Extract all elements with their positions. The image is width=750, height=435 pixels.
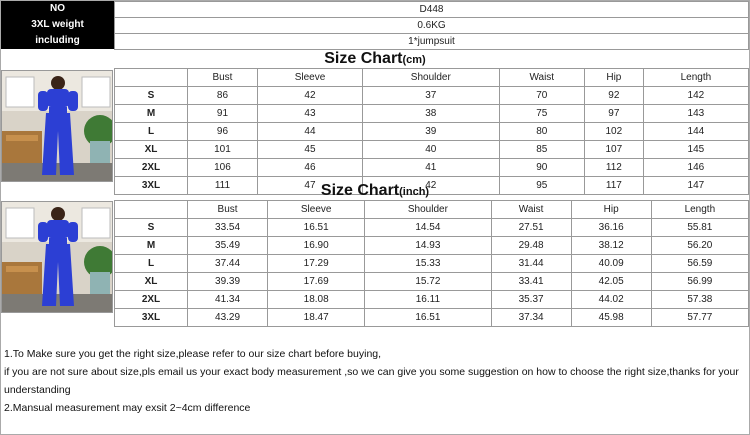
table-cell: 33.54 (188, 219, 268, 237)
header-value: D448 (115, 2, 749, 18)
table-cell: 39 (363, 123, 500, 141)
table-cell: 101 (188, 141, 258, 159)
table-row (115, 123, 749, 141)
table-cell: 16.51 (268, 219, 365, 237)
size-label: M (115, 237, 188, 255)
cm-chart-title (1, 50, 749, 68)
table-cell: 18.47 (268, 309, 365, 327)
table-cell: 16.11 (365, 291, 491, 309)
table-row (115, 87, 749, 105)
note-line: 1.To Make sure you get the right size,please refer to our size chart before buying, (4, 348, 382, 360)
chart-title-text: Size Chart (324, 50, 403, 67)
column-header: Bust (188, 201, 268, 219)
table-cell: 56.59 (651, 255, 748, 273)
column-header: Length (651, 201, 748, 219)
table-header-row (115, 69, 749, 87)
table-cell: 102 (584, 123, 643, 141)
table-row (115, 219, 749, 237)
size-label: L (115, 255, 188, 273)
size-label: 2XL (115, 291, 188, 309)
table-cell: 143 (643, 105, 748, 123)
column-header: Waist (499, 69, 584, 87)
table-cell: 17.69 (268, 273, 365, 291)
table-cell: 14.54 (365, 219, 491, 237)
size-label: 2XL (115, 159, 188, 177)
table-cell: 90 (499, 159, 584, 177)
table-cell: 142 (643, 87, 748, 105)
table-cell: 18.08 (268, 291, 365, 309)
table-row (115, 141, 749, 159)
table-cell: 15.33 (365, 255, 491, 273)
size-label: 3XL (115, 177, 188, 195)
table-cell: 85 (499, 141, 584, 159)
table-cell: 36.16 (571, 219, 651, 237)
table-cell: 15.72 (365, 273, 491, 291)
header-value: 0.6KG (115, 18, 749, 34)
table-cell: 17.29 (268, 255, 365, 273)
table-cell: 40 (363, 141, 500, 159)
table-cell: 55.81 (651, 219, 748, 237)
table-row (115, 273, 749, 291)
table-cell: 111 (188, 177, 258, 195)
table-cell: 37 (363, 87, 500, 105)
table-cell: 75 (499, 105, 584, 123)
table-cell: 41.34 (188, 291, 268, 309)
table-cell: 38.12 (571, 237, 651, 255)
table-cell: 70 (499, 87, 584, 105)
table-cell: 45 (257, 141, 362, 159)
corner-cell (115, 201, 188, 219)
table-cell: 37.34 (491, 309, 571, 327)
table-cell: 47 (257, 177, 362, 195)
table-cell: 44.02 (571, 291, 651, 309)
table-cell: 96 (188, 123, 258, 141)
table-cell: 40.09 (571, 255, 651, 273)
chart-title-text: Size Chart (320, 182, 400, 199)
table-cell: 117 (584, 177, 643, 195)
table-cell: 35.37 (491, 291, 571, 309)
table-cell: 112 (584, 159, 643, 177)
header-label-line: 3XL weight (31, 19, 84, 30)
cm-size-table (114, 68, 749, 195)
table-cell: 44 (257, 123, 362, 141)
note-line: if you are not sure about size,pls email us your exact body measurement ,so we can give you some suggestion on how to choose the right size,thanks for your understanding (4, 366, 739, 396)
table-cell: 39.39 (188, 273, 268, 291)
jumpsuit-photo-illustration (2, 71, 113, 182)
chart-unit: (cm) (402, 54, 426, 66)
table-cell: 86 (188, 87, 258, 105)
table-row (115, 159, 749, 177)
table-cell: 57.77 (651, 309, 748, 327)
table-header-row (115, 201, 749, 219)
chart-unit: (inch) (399, 186, 430, 198)
table-cell: 57.38 (651, 291, 748, 309)
table-cell: 33.41 (491, 273, 571, 291)
header-label-line: including (35, 35, 80, 46)
table-cell: 27.51 (491, 219, 571, 237)
header-values-table (114, 1, 749, 50)
size-label: S (115, 219, 188, 237)
column-header: Shoulder (365, 201, 491, 219)
table-cell: 14.93 (365, 237, 491, 255)
column-header: Sleeve (268, 201, 365, 219)
product-photo (1, 201, 113, 313)
size-label: XL (115, 141, 188, 159)
header-value: 1*jumpsuit (115, 34, 749, 50)
column-header: Hip (584, 69, 643, 87)
table-cell: 106 (188, 159, 258, 177)
table-row (115, 255, 749, 273)
table-cell: 146 (643, 159, 748, 177)
header-label-line: NO (50, 3, 65, 14)
column-header: Bust (188, 69, 258, 87)
table-cell: 97 (584, 105, 643, 123)
column-header: Waist (491, 201, 571, 219)
size-label: S (115, 87, 188, 105)
table-cell: 42 (257, 87, 362, 105)
size-label: L (115, 123, 188, 141)
corner-cell (115, 69, 188, 87)
table-cell: 91 (188, 105, 258, 123)
table-row (115, 291, 749, 309)
inch-size-table (114, 200, 749, 327)
table-cell: 35.49 (188, 237, 268, 255)
table-cell: 56.20 (651, 237, 748, 255)
table-cell: 45.98 (571, 309, 651, 327)
table-row (115, 309, 749, 327)
size-notes (4, 345, 748, 417)
table-cell: 46 (257, 159, 362, 177)
table-cell: 16.51 (365, 309, 491, 327)
table-cell: 56.99 (651, 273, 748, 291)
table-cell: 16.90 (268, 237, 365, 255)
table-cell: 29.48 (491, 237, 571, 255)
size-label: 3XL (115, 309, 188, 327)
table-cell: 37.44 (188, 255, 268, 273)
size-label: M (115, 105, 188, 123)
table-cell: 144 (643, 123, 748, 141)
table-cell: 38 (363, 105, 500, 123)
table-cell: 95 (499, 177, 584, 195)
column-header: Shoulder (363, 69, 500, 87)
column-header: Length (643, 69, 748, 87)
size-label: XL (115, 273, 188, 291)
table-cell: 41 (363, 159, 500, 177)
header-label (1, 1, 114, 49)
table-cell: 92 (584, 87, 643, 105)
table-cell: 107 (584, 141, 643, 159)
table-cell: 43.29 (188, 309, 268, 327)
jumpsuit-photo-illustration (2, 202, 113, 313)
table-cell: 31.44 (491, 255, 571, 273)
table-cell: 43 (257, 105, 362, 123)
product-photo (1, 70, 113, 182)
inch-chart-title (1, 182, 749, 200)
table-cell: 147 (643, 177, 748, 195)
table-cell: 80 (499, 123, 584, 141)
note-line: 2.Mansual measurement may exsit 2~4cm difference (4, 402, 251, 414)
table-cell: 42.05 (571, 273, 651, 291)
column-header: Hip (571, 201, 651, 219)
table-cell: 145 (643, 141, 748, 159)
column-header: Sleeve (257, 69, 362, 87)
table-row (115, 237, 749, 255)
table-row (115, 105, 749, 123)
table-cell: 42 (363, 177, 500, 195)
